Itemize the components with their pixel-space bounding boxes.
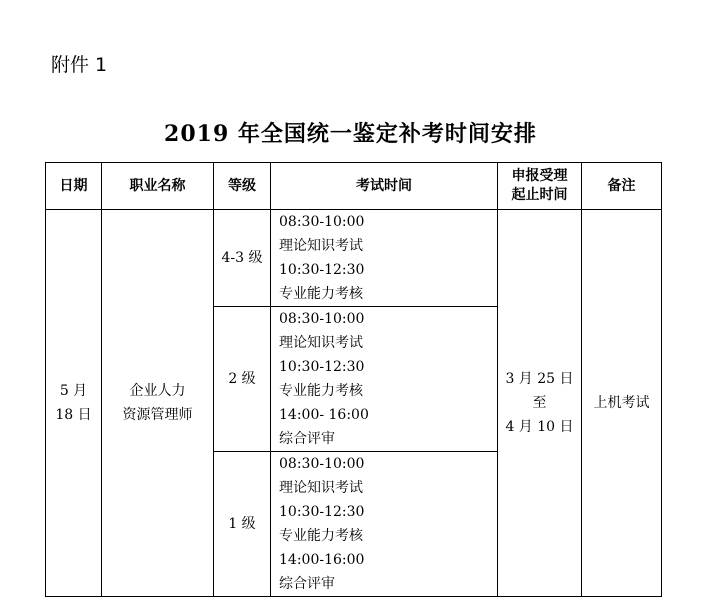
job-line1: 企业人力 [129,383,186,399]
document-title: 2019 年全国统一鉴定补考时间安排 [164,121,537,147]
exam-time-cell [271,452,498,597]
apply-line2: 至 [532,395,547,411]
header-apply-line1: 申报受理 [511,168,568,184]
session-line: 08:30-10:00 理论知识考试 [279,311,365,351]
apply-line1: 3 月 25 日 [505,371,574,387]
level-cell: 2 级 [214,307,271,452]
header-date: 日期 [46,163,102,210]
session-line: 10:30-12:30 专业能力考核 [279,359,365,399]
date-cell [46,210,102,597]
exam-time-cell [271,210,498,307]
level-cell: 1 级 [214,452,271,597]
session-line: 10:30-12:30 专业能力考核 [279,262,365,302]
header-note: 备注 [582,163,662,210]
job-cell [102,210,214,597]
apply-period-cell [498,210,582,597]
exam-time-cell [271,307,498,452]
job-line2: 资源管理师 [122,407,193,423]
session-line: 10:30-12:30 专业能力考核 [279,504,365,544]
level-cell: 4-3 级 [214,210,271,307]
header-job: 职业名称 [102,163,214,210]
session-line: 14:00- 16:00 综合评审 [279,407,369,447]
apply-line3: 4 月 10 日 [505,419,574,435]
exam-schedule-table [45,162,662,597]
note-cell: 上机考试 [582,210,662,597]
header-row [46,163,662,210]
header-apply-period [498,163,582,210]
session-line: 08:30-10:00 理论知识考试 [279,456,365,496]
date-line2: 18 日 [55,407,92,423]
session-line: 08:30-10:00 理论知识考试 [279,214,365,254]
table-row [46,210,662,307]
session-line: 14:00-16:00 综合评审 [279,552,365,592]
header-exam-time: 考试时间 [271,163,498,210]
header-level: 等级 [214,163,271,210]
attachment-label: 附件 1 [51,54,108,76]
header-apply-line2: 起止时间 [511,187,568,203]
date-line1: 5 月 [59,383,88,399]
